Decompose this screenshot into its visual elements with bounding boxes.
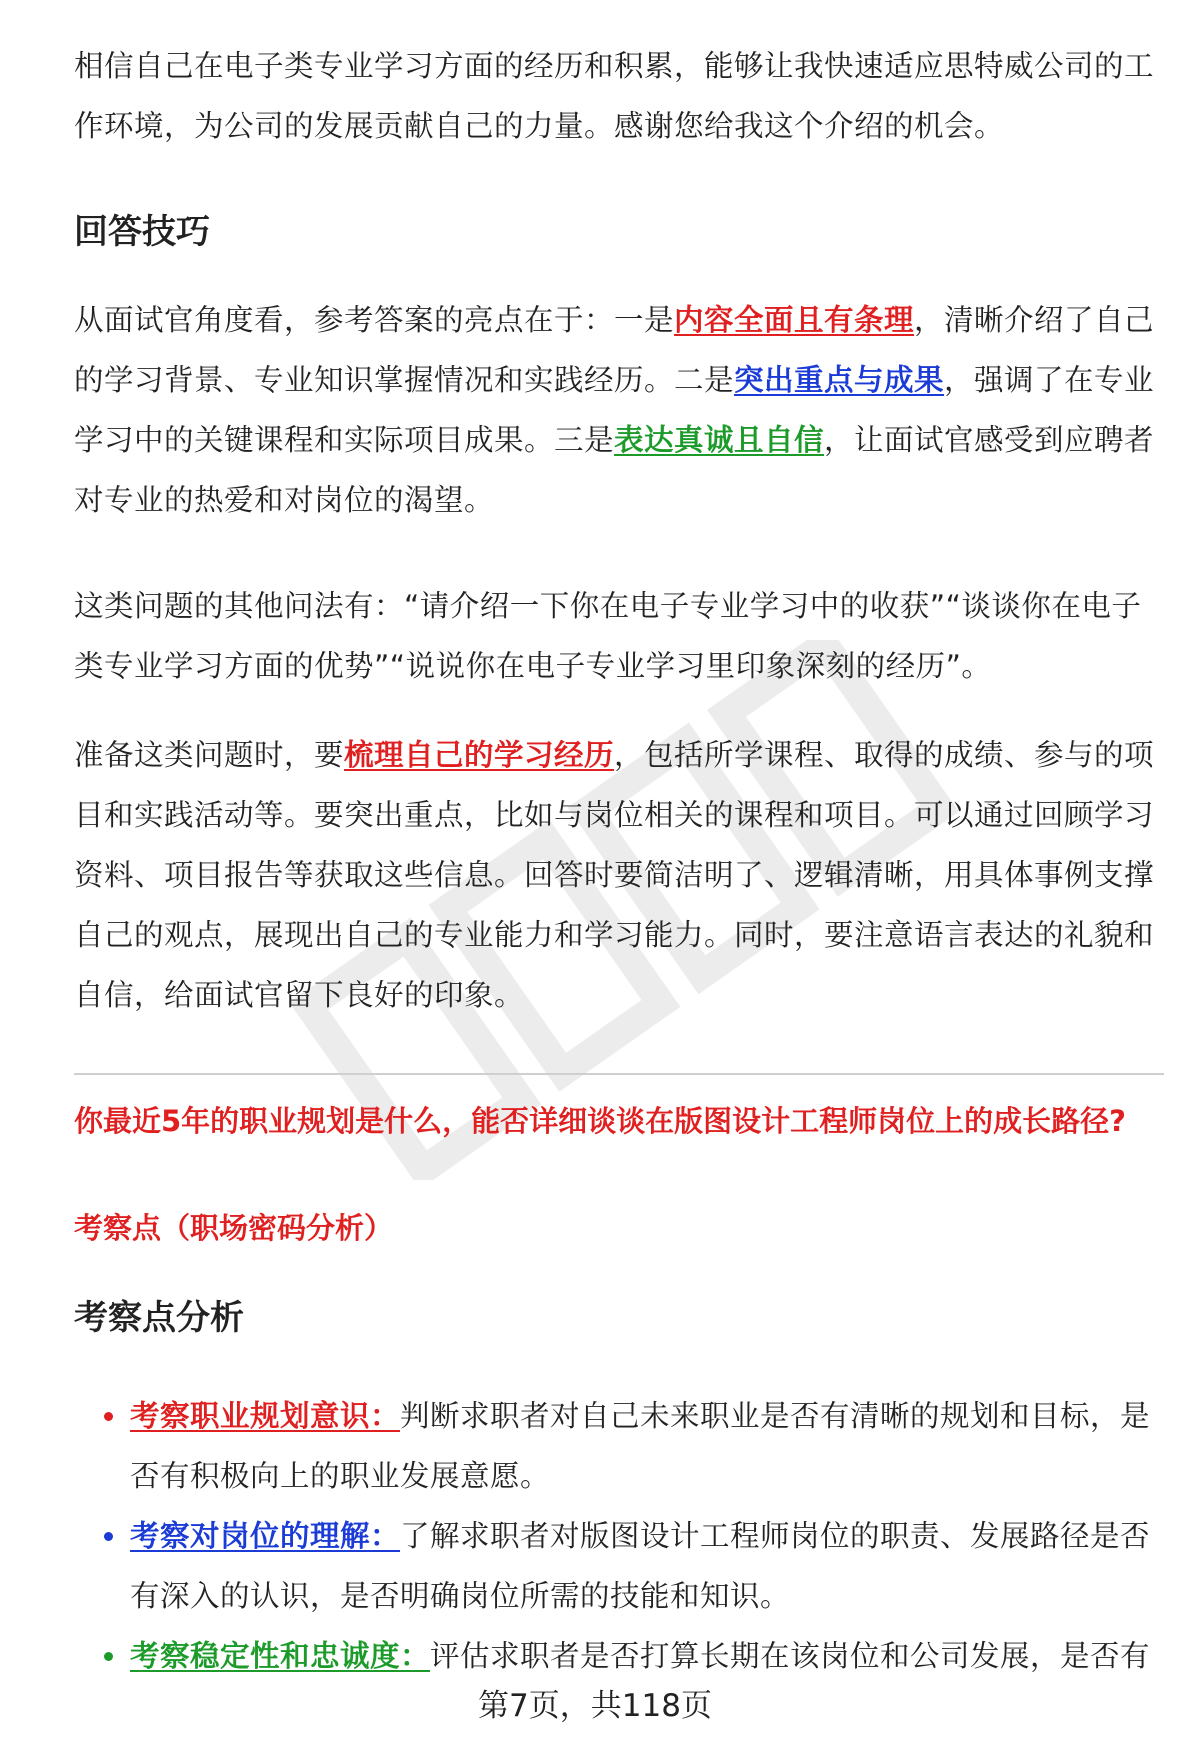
- tips-heading: 回答技巧: [74, 212, 210, 252]
- highlight-sincere: 表达真诚且自信: [614, 423, 825, 457]
- tips-paragraph-2: 这类问题的其他问法有：“请介绍一下你在电子专业学习中的收获”“谈谈你在电子类专业学习方面的优势”“说说你在电子专业学习里印象深刻的经历”。: [74, 589, 1142, 683]
- bullet-dot: [104, 1652, 113, 1661]
- bullet-dot: [104, 1532, 113, 1541]
- analysis-item-text: 了解求职者对版图设计工程师岗位的职责、发展路径是否有深入的认识，是否明确岗位所需的技能和知识。: [130, 1519, 1151, 1613]
- bullet-dot: [104, 1412, 113, 1421]
- tips-paragraph-1: [74, 290, 1164, 530]
- question-title: 你最近5年的职业规划是什么，能否详细谈谈在版图设计工程师岗位上的成长路径?: [74, 1104, 1127, 1138]
- analysis-item: [74, 1626, 1164, 1686]
- analysis-item: [74, 1506, 1164, 1626]
- highlight-comprehensive: 内容全面且有条理: [674, 303, 915, 337]
- analysis-item-text: 判断求职者对自己未来职业是否有清晰的规划和目标，是否有积极向上的职业发展意愿。: [130, 1399, 1151, 1493]
- analysis-item: [74, 1386, 1164, 1506]
- tips-p3-text-2: ，包括所学课程、取得的成绩、参与的项目和实践活动等。要突出重点，比如与岗位相关的课程和项目。可以通过回顾学习资料、项目报告等获取这些信息。回答时要简洁明了、逻辑清晰，用具体事例支撑自己的观点，展现出自己的专业能力和学习能力。同时，要注意语言表达的礼貌和自信，给面试官留下良好的印象。: [74, 738, 1155, 1012]
- page-number: 第7页，共118页: [478, 1688, 712, 1724]
- highlight-key-points: 突出重点与成果: [734, 363, 945, 397]
- analysis-heading: 考察点分析: [74, 1298, 244, 1338]
- analysis-item-text: 评估求职者是否打算长期在该岗位和公司发展，是否有: [430, 1639, 1151, 1673]
- tips-p3-text-1: 准备这类问题时，要: [74, 738, 345, 772]
- analysis-list: [74, 1386, 1164, 1686]
- tips-p1-text-3: ，强调了在专业学习中的关键课程和实际项目成果。三是: [74, 363, 1155, 457]
- analysis-item-label: 考察稳定性和忠诚度：: [130, 1639, 431, 1673]
- intro-paragraph: 相信自己在电子类专业学习方面的经历和积累，能够让我快速适应思特威公司的工作环境，为公司的发展贡献自己的力量。感谢您给我这个介绍的机会。: [74, 49, 1155, 143]
- analysis-item-label: 考察职业规划意识：: [130, 1399, 401, 1433]
- tips-p1-text-4: ，让面试官感受到应聘者对专业的热爱和对岗位的渴望。: [74, 423, 1155, 517]
- tips-p1-text-2: ，清晰介绍了自己的学习背景、专业知识掌握情况和实践经历。二是: [74, 303, 1155, 397]
- question-subtitle: 考察点（职场密码分析）: [74, 1211, 394, 1245]
- section-divider: [74, 1073, 1164, 1075]
- tips-p1-text-1: 从面试官角度看，参考答案的亮点在于：一是: [74, 303, 675, 337]
- analysis-item-label: 考察对岗位的理解：: [130, 1519, 401, 1553]
- highlight-review-experience: 梳理自己的学习经历: [344, 738, 615, 772]
- tips-paragraph-3: [74, 725, 1164, 1025]
